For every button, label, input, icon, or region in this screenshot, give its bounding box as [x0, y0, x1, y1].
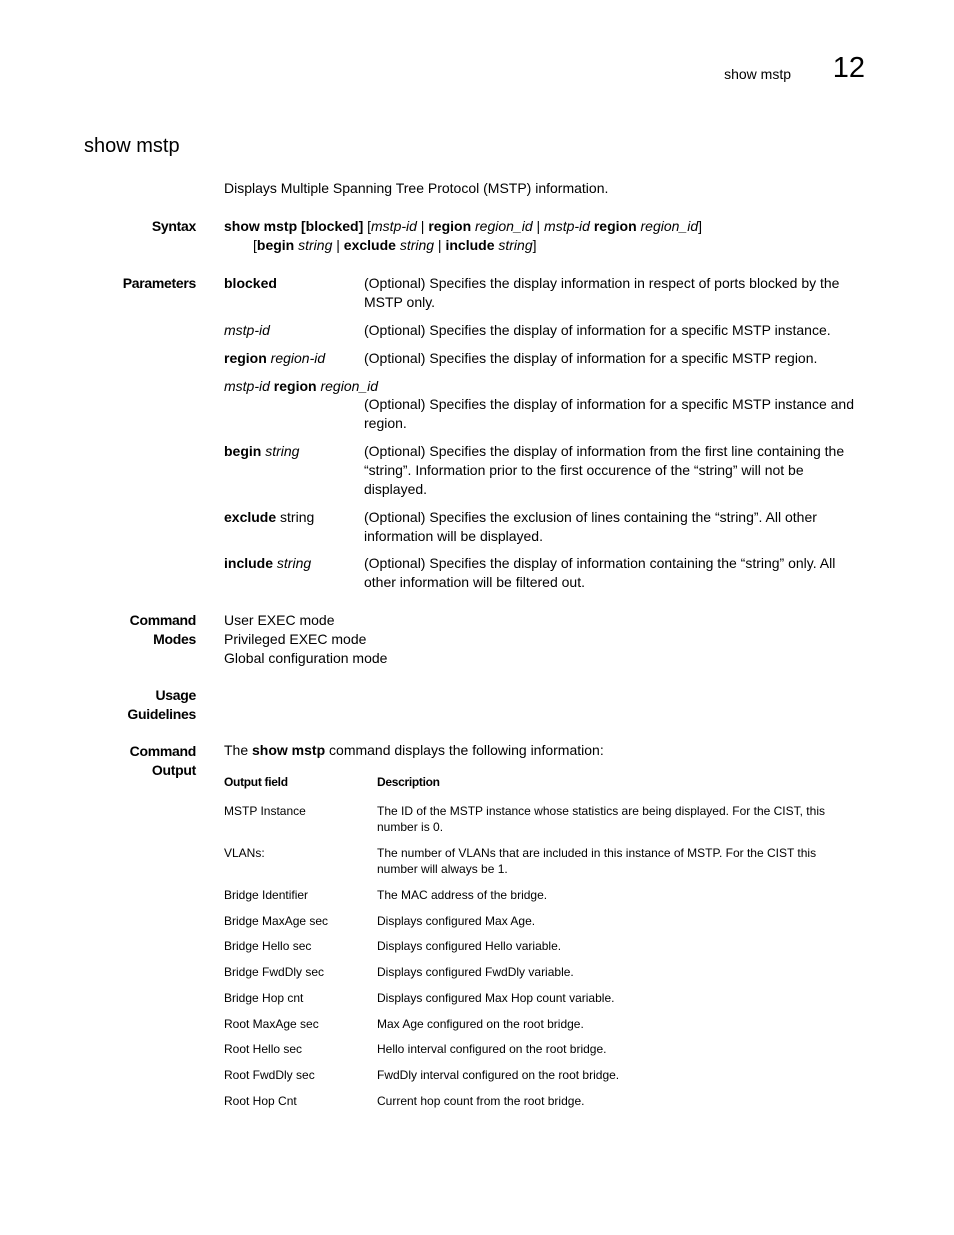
- plain-text: |: [332, 237, 344, 253]
- variable-text: string: [265, 443, 300, 459]
- table-cell-field: Bridge MaxAge sec: [224, 914, 329, 928]
- command-modes-label: Command Modes: [129, 612, 196, 647]
- table-cell-description: Hello interval configured on the root bridge.: [377, 1042, 607, 1056]
- variable-text: mstp-id: [371, 218, 417, 234]
- table-cell-field: Bridge FwdDly sec: [224, 965, 325, 979]
- variable-text: mstp-id: [224, 322, 270, 338]
- table-header-cell: Description: [377, 775, 440, 789]
- table-cell-description: Displays configured Max Hop count variable.: [377, 991, 615, 1005]
- running-title: show mstp: [724, 66, 791, 82]
- table-cell-field: Root Hop Cnt: [224, 1094, 297, 1108]
- plain-text: |: [416, 218, 429, 234]
- variable-text: string: [276, 555, 312, 571]
- keyword-text: region: [428, 218, 472, 234]
- plain-text: string: [276, 509, 315, 525]
- parameter-description: (Optional) Specifies the display of information for a specific MSTP region.: [364, 350, 818, 366]
- plain-text: The: [224, 742, 253, 758]
- keyword-text: show mstp: [252, 742, 326, 758]
- keyword-text: include: [224, 555, 274, 571]
- table-cell-field: Root Hello sec: [224, 1042, 303, 1056]
- keyword-text: exclude: [343, 237, 396, 253]
- parameter-term: [224, 377, 378, 396]
- variable-text: string: [298, 237, 333, 253]
- table-header-cell: Output field: [224, 775, 288, 789]
- syntax-line-2: [253, 236, 537, 255]
- keyword-text: region: [273, 378, 317, 394]
- table-cell-field: Root MaxAge sec: [224, 1017, 319, 1031]
- plain-text: |: [434, 237, 446, 253]
- table-cell-description: The ID of the MSTP instance whose statistics are being displayed. For the CIST, this number is 0.: [377, 804, 825, 834]
- keyword-text: blocked: [224, 275, 277, 291]
- table-cell-description: Displays configured Max Age.: [377, 914, 536, 928]
- table-cell-field: Bridge Hello sec: [224, 939, 312, 953]
- usage-guidelines-label: Usage Guidelines: [127, 687, 196, 722]
- keyword-text: exclude: [224, 509, 277, 525]
- table-cell-description: Displays configured FwdDly variable.: [377, 965, 574, 979]
- variable-text: string: [399, 237, 435, 253]
- syntax-line-1: [224, 217, 702, 236]
- keyword-text: begin: [224, 443, 262, 459]
- parameter-term: [224, 274, 277, 293]
- variable-text: region_id: [320, 378, 379, 394]
- table-cell-field: MSTP Instance: [224, 804, 306, 818]
- syntax-label: Syntax: [151, 218, 196, 234]
- command-output-label: Command Output: [129, 743, 196, 778]
- command-output-intro: [224, 741, 604, 760]
- parameter-term: [224, 508, 314, 527]
- table-cell-description: Displays configured Hello variable.: [377, 939, 562, 953]
- parameter-term: [224, 349, 325, 368]
- variable-text: region_id: [640, 218, 699, 234]
- plain-text: |: [532, 218, 545, 234]
- variable-text: region_id: [475, 218, 533, 234]
- variable-text: region-id: [270, 350, 326, 366]
- plain-text: [: [363, 218, 372, 234]
- table-cell-field: Root FwdDly sec: [224, 1068, 315, 1082]
- command-mode-item: Global configuration mode: [224, 650, 388, 666]
- plain-text: ]: [532, 237, 537, 253]
- parameter-description: (Optional) Specifies the display of information for a specific MSTP instance.: [364, 322, 831, 338]
- parameter-description: (Optional) Specifies the display of information from the first line containing the “string”. Information prior to the first occurence of the “string” will not be displayed.: [364, 443, 845, 497]
- command-description: Displays Multiple Spanning Tree Protocol (MSTP) information.: [224, 180, 609, 196]
- keyword-text: begin: [256, 237, 295, 253]
- chapter-number: 12: [832, 52, 865, 84]
- parameter-description: (Optional) Specifies the display information in respect of ports blocked by the MSTP only.: [364, 275, 840, 310]
- parameter-term: [224, 321, 270, 340]
- table-cell-description: Max Age configured on the root bridge.: [377, 1017, 584, 1031]
- plain-text: command displays the following information:: [325, 742, 604, 758]
- table-cell-field: Bridge Identifier: [224, 888, 309, 902]
- parameter-description: (Optional) Specifies the display of information for a specific MSTP instance and region.: [364, 396, 854, 431]
- parameters-label: Parameters: [122, 275, 196, 291]
- parameter-term: [224, 442, 299, 461]
- table-cell-field: VLANs:: [224, 846, 265, 860]
- command-mode-item: Privileged EXEC mode: [224, 631, 367, 647]
- keyword-text: include: [445, 237, 495, 253]
- parameter-term: [224, 554, 311, 573]
- command-modes-list: [224, 611, 387, 668]
- table-cell-field: Bridge Hop cnt: [224, 991, 304, 1005]
- command-mode-item: User EXEC mode: [224, 612, 335, 628]
- plain-text: ]: [698, 218, 703, 234]
- table-cell-description: Current hop count from the root bridge.: [377, 1094, 585, 1108]
- variable-text: mstp-id: [224, 378, 270, 394]
- variable-text: mstp-id: [544, 218, 590, 234]
- variable-text: string: [498, 237, 533, 253]
- table-cell-description: FwdDly interval configured on the root bridge.: [377, 1068, 620, 1082]
- keyword-text: region: [593, 218, 637, 234]
- parameter-description: (Optional) Specifies the exclusion of lines containing the “string”. All other information will be displayed.: [364, 509, 817, 544]
- page-title: show mstp: [84, 135, 180, 157]
- table-cell-description: The number of VLANs that are included in this instance of MSTP. For the CIST this number will always be 1.: [377, 846, 817, 876]
- keyword-text: region: [224, 350, 267, 366]
- keyword-text: show mstp [blocked]: [224, 218, 364, 234]
- plain-text: [: [253, 237, 257, 253]
- table-cell-description: The MAC address of the bridge.: [377, 888, 548, 902]
- parameter-description: (Optional) Specifies the display of information containing the “string” only. All other information will be filtered out.: [364, 555, 836, 590]
